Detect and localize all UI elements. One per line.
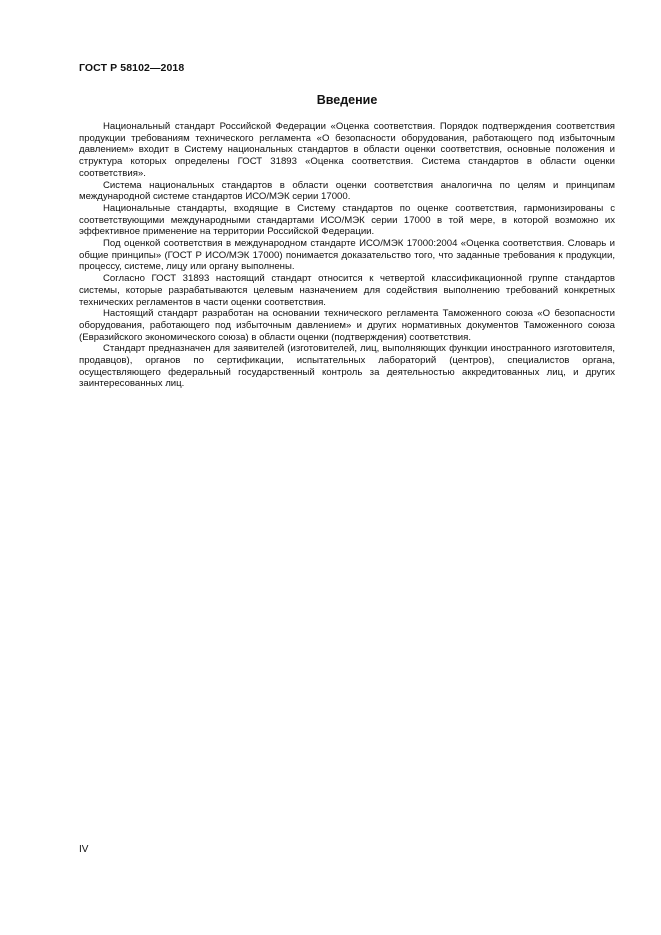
section-title: Введение: [316, 93, 378, 107]
document-body: [79, 121, 615, 390]
paragraph: Стандарт предназначен для заявителей (изготовителей, лиц, выполняющих функции иностранного изготовителя, продавцов), органов по сертификации, испытательных лабораторий (центров), специалистов органа, осуществляющего федеральный государственный контроль за деятельностью аккредитованных лиц, и других заинтересованных лиц.: [79, 343, 615, 390]
paragraph: Система национальных стандартов в области оценки соответствия аналогична по целям и принципам международной системе стандартов ИСО/МЭК серии 17000.: [79, 179, 615, 203]
paragraph: Национальный стандарт Российской Федерации «Оценка соответствия. Порядок подтверждения соответствия продукции требованиям технического регламента «О безопасности оборудования, работающего под избыточным давлением» входит в Систему национальных стандартов в области оценки соответствия, основные положения и структура которых определены ГОСТ 31893 «Оценка соответствия. Система стандартов в области оценки соответствия».: [79, 121, 615, 179]
page-number: IV: [79, 844, 89, 855]
paragraph: Под оценкой соответствия в международном стандарте ИСО/МЭК 17000:2004 «Оценка соответствия. Словарь и общие принципы» (ГОСТ Р ИСО/МЭК 17000) понимается доказательство того, что заданные требования к продукции, процессу, системе, лицу или органу выполнены.: [79, 238, 615, 273]
document-code: ГОСТ Р 58102—2018: [79, 62, 185, 74]
paragraph: Настоящий стандарт разработан на основании технического регламента Таможенного союза «О безопасности оборудования, работающего под избыточным давлением» и других нормативных документов Таможенного союза (Евразийского экономического союза) в области оценки (подтверждения) соответствия.: [79, 308, 615, 343]
paragraph: Согласно ГОСТ 31893 настоящий стандарт относится к четвертой классификационной группе стандартов системы, которые разрабатываются целевым назначением для содействия выполнению требований конкретных технических регламентов в части оценки соответствия.: [79, 273, 615, 308]
paragraph: Национальные стандарты, входящие в Систему стандартов по оценке соответствия, гармонизированы с соответствующими международными стандартами ИСО/МЭК серии 17000 в той мере, в которой возможно их эффективное применение на территории Российской Федерации.: [79, 202, 615, 238]
